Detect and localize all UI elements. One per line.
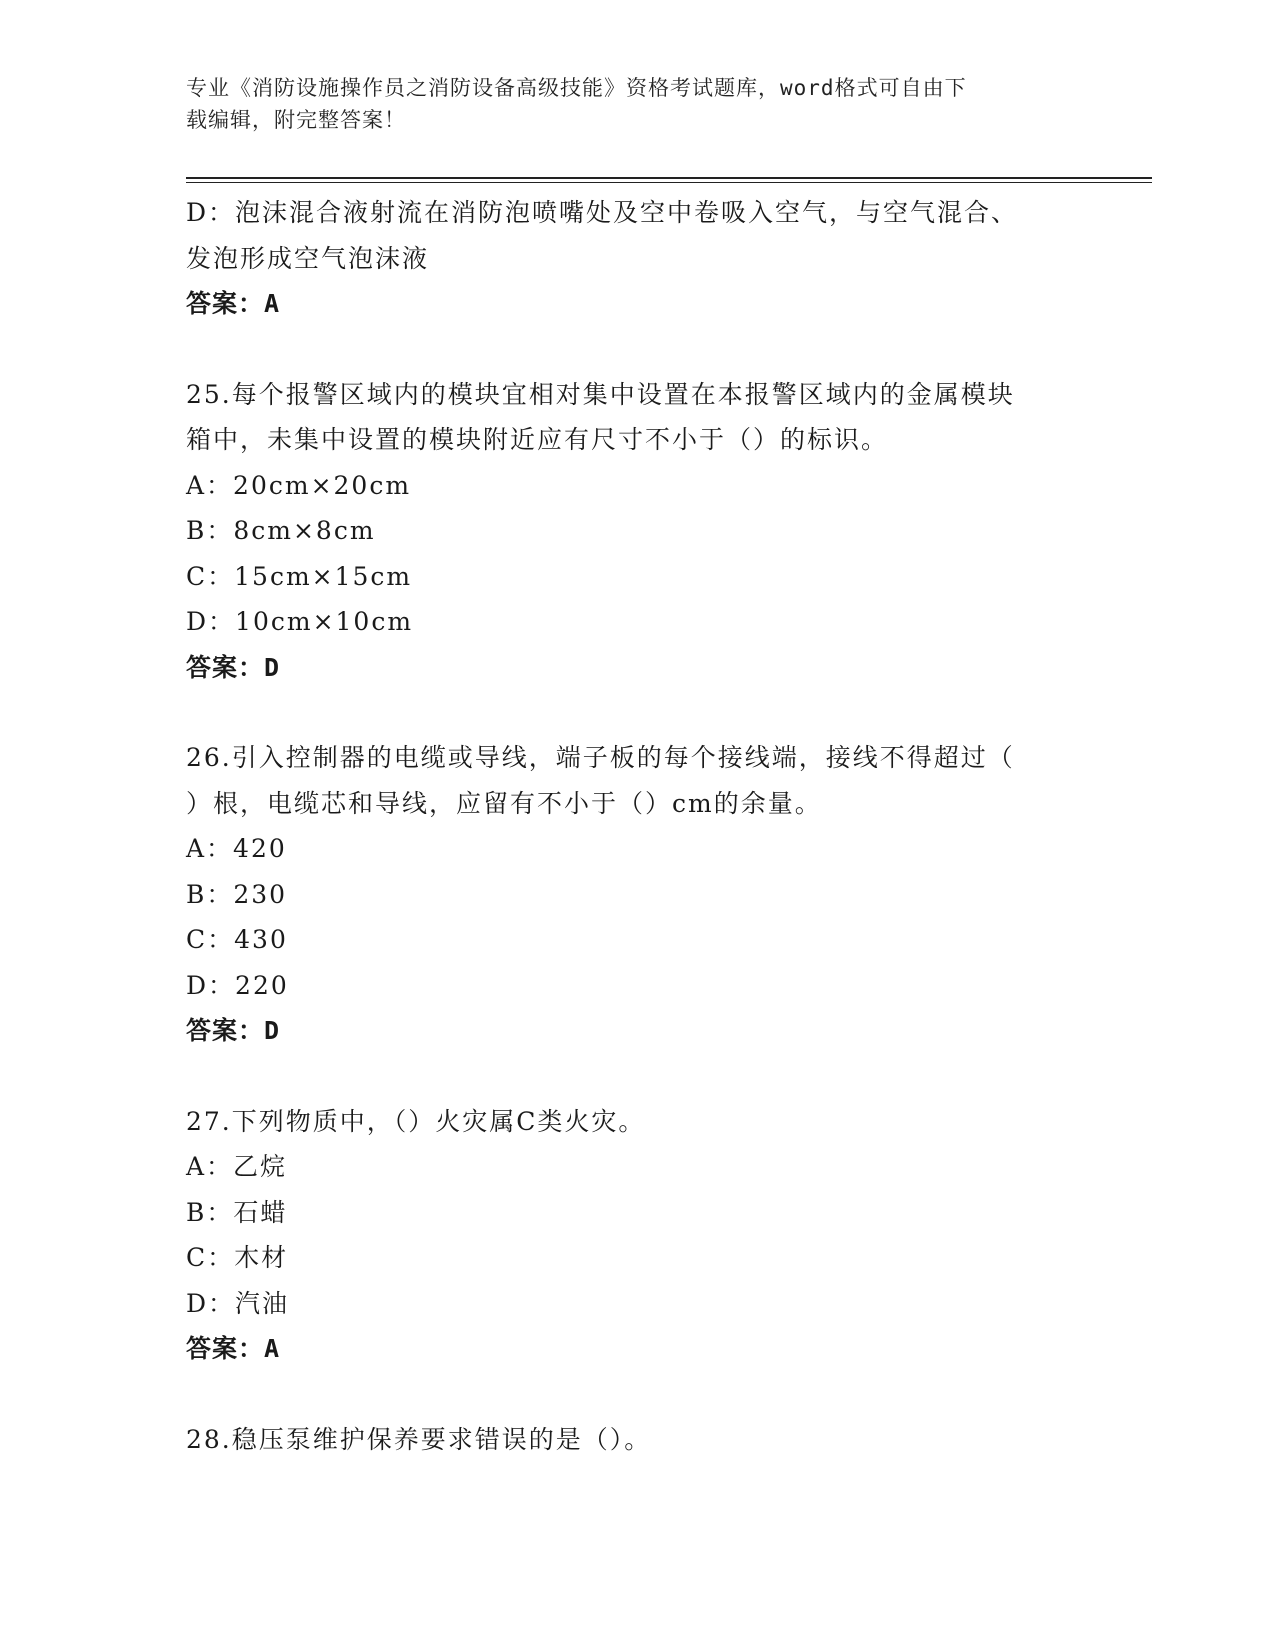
header-line-1: 专业《消防设施操作员之消防设备高级技能》资格考试题库，word格式可自由下	[186, 76, 967, 100]
option-c: C：木材	[186, 1243, 289, 1272]
header-divider-thin	[186, 182, 1152, 183]
option-d-line-2: 发泡形成空气泡沫液	[186, 243, 430, 273]
answer-line: 答案：A	[186, 289, 281, 318]
answer-line: 答案：D	[186, 652, 281, 682]
question-stem-line-2: 箱中，未集中设置的模块附近应有尺寸不小于（）的标识。	[186, 425, 889, 454]
question-stem-line-1: 26.引入控制器的电缆或导线，端子板的每个接线端，接线不得超过（	[186, 743, 1015, 772]
option-a: A：20cm×20cm	[186, 470, 412, 500]
header-line-2: 载编辑，附完整答案！	[186, 108, 406, 132]
previous-question-tail	[186, 190, 1086, 327]
question-stem-line-1: 25.每个报警区域内的模块宜相对集中设置在本报警区域内的金属模块	[186, 379, 1015, 409]
document-header	[186, 72, 1066, 136]
option-d: D：220	[186, 970, 289, 1000]
option-a: A：420	[186, 834, 287, 863]
question-26	[186, 735, 1086, 1054]
question-25	[186, 372, 1086, 691]
question-27	[186, 1099, 1086, 1372]
option-d: D：10cm×10cm	[186, 607, 414, 636]
question-stem-line-1: 27.下列物质中，（）火灾属C类火灾。	[186, 1106, 646, 1136]
option-c: C：430	[186, 925, 288, 954]
question-stem-line-1: 28.稳压泵维护保养要求错误的是（）。	[186, 1424, 652, 1454]
option-b: B：石蜡	[186, 1197, 288, 1227]
header-divider-thick	[186, 177, 1152, 179]
option-d-line-1: D：泡沫混合液射流在消防泡喷嘴处及空中卷吸入空气，与空气混合、	[186, 198, 1019, 227]
question-stem-line-2: ）根，电缆芯和导线，应留有不小于（）cm的余量。	[186, 788, 822, 818]
option-a: A：乙烷	[186, 1152, 288, 1181]
question-list	[186, 190, 1086, 1462]
option-c: C：15cm×15cm	[186, 561, 413, 591]
answer-line: 答案：A	[186, 1334, 281, 1363]
option-b: B：8cm×8cm	[186, 516, 376, 545]
option-b: B：230	[186, 879, 288, 909]
option-d: D：汽油	[186, 1288, 290, 1318]
answer-line: 答案：D	[186, 1016, 281, 1045]
question-28	[186, 1417, 1086, 1463]
